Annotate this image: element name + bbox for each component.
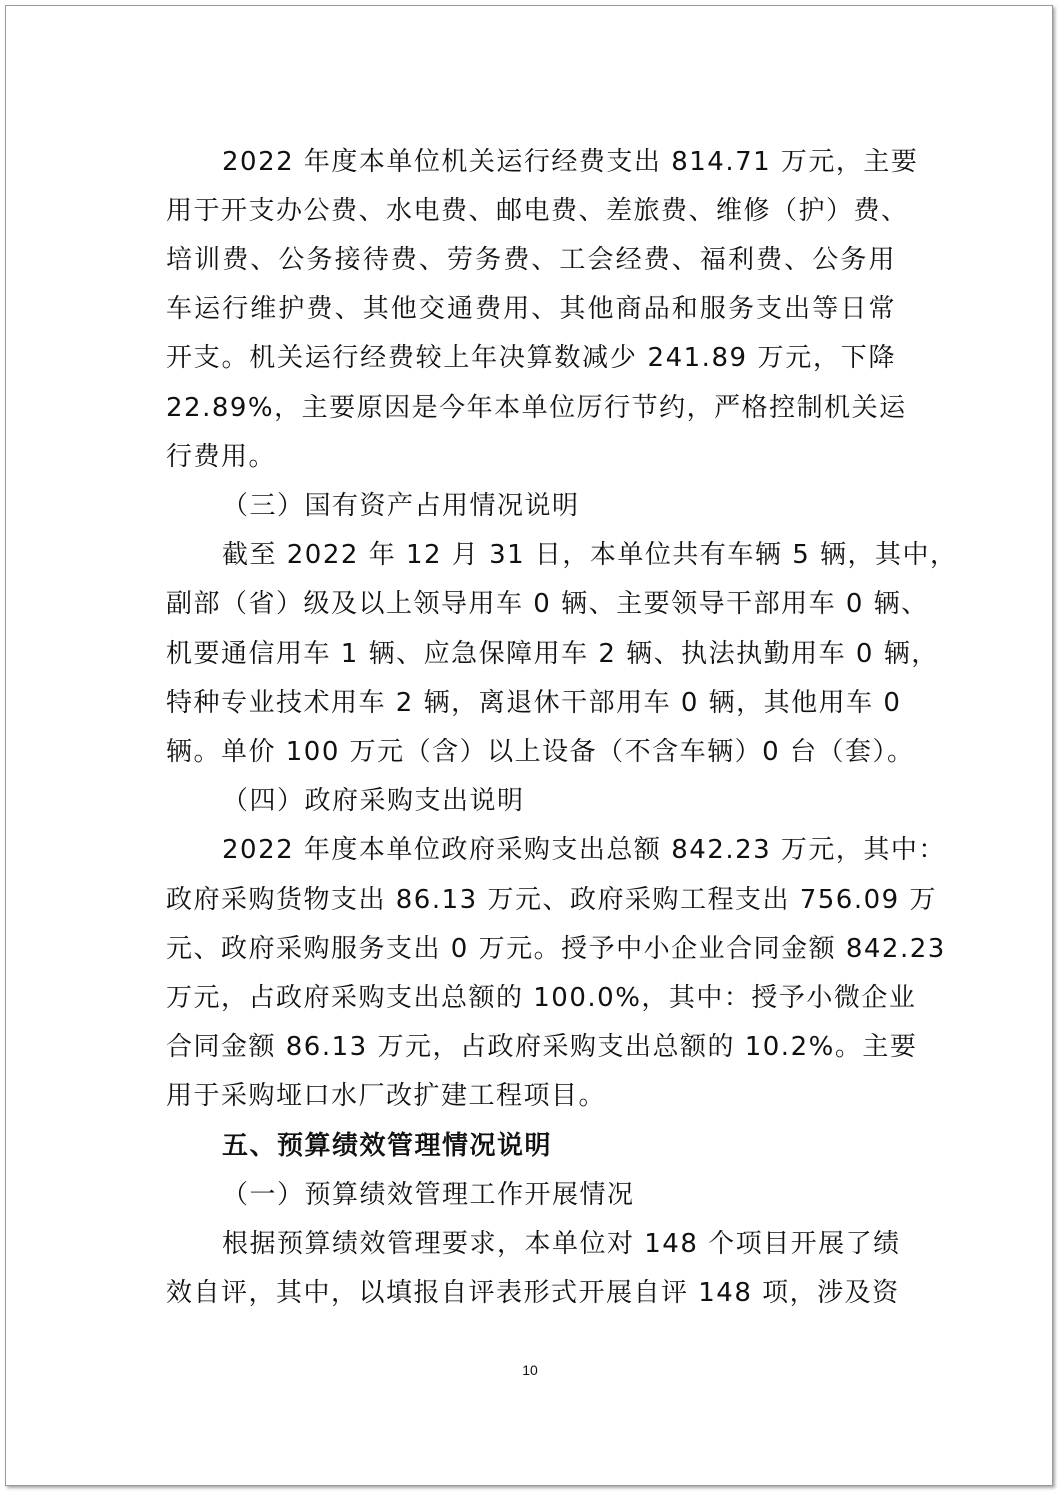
paragraph-line: 效自评，其中，以填报自评表形式开展自评 148 项，涉及资 <box>166 1278 900 1308</box>
paragraph-line: 开支。机关运行经费较上年决算数减少 241.89 万元，下降 <box>166 343 896 373</box>
paragraph-line: 万元，占政府采购支出总额的 100.0%，其中：授予小微企业 <box>166 983 917 1013</box>
paragraph-line: 机要通信用车 1 辆、应急保障用车 2 辆、执法执勤用车 0 辆， <box>166 639 939 669</box>
paragraph-line: 2022 年度本单位政府采购支出总额 842.23 万元，其中： <box>222 835 946 865</box>
paragraph-line: 根据预算绩效管理要求，本单位对 148 个项目开展了绩 <box>222 1229 901 1259</box>
section-heading-procurement: （四）政府采购支出说明 <box>222 786 525 816</box>
paragraph-line: 2022 年度本单位机关运行经费支出 814.71 万元，主要 <box>222 147 919 177</box>
paragraph-line: 辆。单价 100 万元（含）以上设备（不含车辆）0 台（套）。 <box>166 737 915 767</box>
paragraph-line: 用于采购垭口水厂改扩建工程项目。 <box>166 1081 607 1111</box>
paragraph-line: 行费用。 <box>166 442 277 472</box>
section-heading-assets: （三）国有资产占用情况说明 <box>222 491 580 521</box>
paragraph-line: 特种专业技术用车 2 辆，离退休干部用车 0 辆，其他用车 0 <box>166 688 902 718</box>
section-heading-budget-performance: 五、预算绩效管理情况说明 <box>222 1131 553 1161</box>
page-number: 10 <box>522 1362 538 1378</box>
paragraph-line: 车运行维护费、其他交通费用、其他商品和服务支出等日常 <box>166 294 896 324</box>
paragraph-line: 培训费、公务接待费、劳务费、工会经费、福利费、公务用 <box>166 245 896 275</box>
paragraph-line: 截至 2022 年 12 月 31 日，本单位共有车辆 5 辆，其中， <box>222 540 958 570</box>
paragraph-line: 合同金额 86.13 万元，占政府采购支出总额的 10.2%。主要 <box>166 1032 918 1062</box>
paragraph-line: 22.89%，主要原因是今年本单位厉行节约，严格控制机关运 <box>166 393 907 423</box>
paragraph-line: 副部（省）级及以上领导用车 0 辆、主要领导干部用车 0 辆、 <box>166 589 929 619</box>
paragraph-line: 政府采购货物支出 86.13 万元、政府采购工程支出 756.09 万 <box>166 885 937 915</box>
paragraph-line: 元、政府采购服务支出 0 万元。授予中小企业合同金额 842.23 <box>166 934 946 964</box>
paragraph-line: 用于开支办公费、水电费、邮电费、差旅费、维修（护）费、 <box>166 196 909 226</box>
section-heading-performance-work: （一）预算绩效管理工作开展情况 <box>222 1180 635 1210</box>
